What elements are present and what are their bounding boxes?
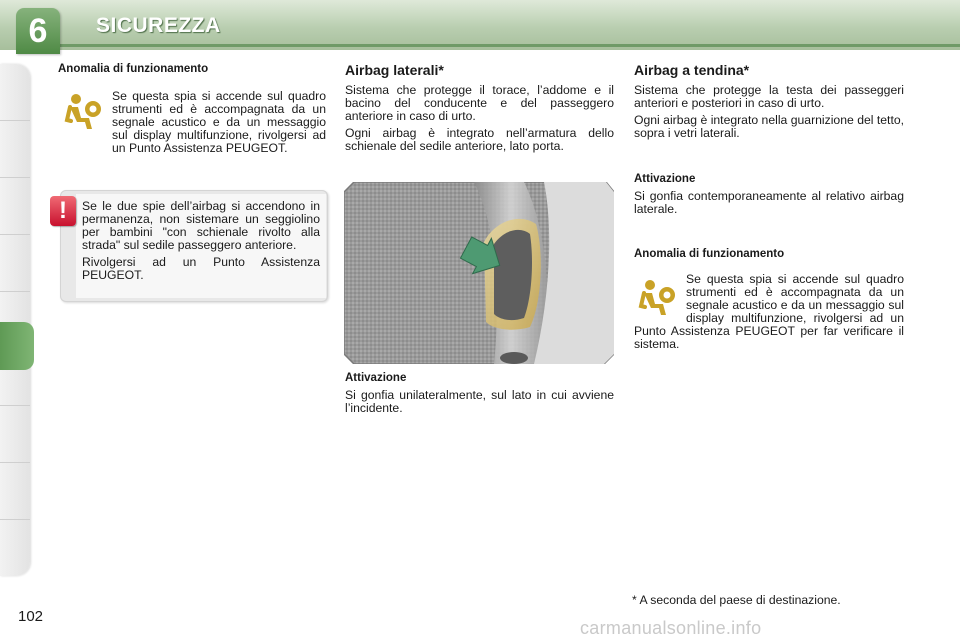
side-airbag-activation-paragraph: Si gonfia unilateralmente, sul lato in cui avviene l’incidente. bbox=[345, 388, 614, 415]
warning-paragraph-2: Rivolgersi ad un Punto Assistenza PEUGEOT. bbox=[82, 255, 320, 282]
airbag-warning-icon bbox=[62, 90, 106, 134]
thumb-divider bbox=[0, 234, 30, 235]
thumb-index bbox=[0, 64, 30, 576]
curtain-airbag-text bbox=[634, 84, 904, 144]
thumb-divider bbox=[0, 519, 30, 520]
curtain-airbag-paragraph-2: Ogni airbag è integrato nella guarnizione del tetto, sopra i vetri laterali. bbox=[634, 113, 904, 140]
thumb-divider bbox=[0, 462, 30, 463]
side-airbag-activation-text bbox=[345, 389, 614, 419]
page-title: SICUREZZA bbox=[96, 14, 221, 37]
exclamation-icon: ! bbox=[50, 196, 76, 226]
curtain-airbag-paragraph-1: Sistema che protegge la testa dei passeggeri anteriori e posteriori in caso di urto. bbox=[634, 83, 904, 110]
curtain-airbag-activation-paragraph: Si gonfia contemporaneamente al relativo airbag laterale. bbox=[634, 189, 904, 216]
side-airbag-text bbox=[345, 84, 614, 157]
footnote: * A seconda del paese di destinazione. bbox=[632, 593, 841, 607]
side-airbag-activation-heading: Attivazione bbox=[345, 372, 407, 384]
warning-paragraph-1: Se le due spie dell’airbag si accendono in permanenza, non sistemare un seggiolino per bambini "con schienale rivolto alla strada" sul sedile passeggero anteriore. bbox=[82, 199, 320, 252]
thumb-divider bbox=[0, 120, 30, 121]
chapter-number-tab: 6 bbox=[16, 8, 60, 54]
side-airbag-paragraph-2: Ogni airbag è integrato nell’armatura dello schienale del sedile anteriore, lato porta. bbox=[345, 126, 614, 153]
page-number: 102 bbox=[18, 608, 44, 625]
thumb-divider bbox=[0, 291, 30, 292]
thumb-divider bbox=[0, 405, 30, 406]
side-airbag-title: Airbag laterali* bbox=[345, 62, 444, 78]
side-airbag-paragraph-1: Sistema che protegge il torace, l’addome e il bacino del conducente e del passeggero anteriore in caso di urto. bbox=[345, 83, 614, 123]
curtain-airbag-title: Airbag a tendina* bbox=[634, 62, 750, 78]
curtain-airbag-activation-heading: Attivazione bbox=[634, 173, 696, 185]
left-anomaly-paragraph: Se questa spia si accende sul quadro strumenti ed è accompagnata da un segnale acustico e da un messaggio sul display multifunzione, rivolgersi ad un Punto Assistenza PEUGEOT. bbox=[112, 89, 326, 155]
curtain-airbag-anomaly-paragraph: Se questa spia si accende sul quadro strumenti ed è accompagnata da un segnale acustico e da un messaggio sul display multifunzione, rivolgersi ad un Punto Assistenza PEUGEOT per far verificare il sistema. bbox=[634, 272, 904, 351]
icon-float-spacer bbox=[634, 273, 686, 325]
thumb-divider bbox=[0, 177, 30, 178]
seat-side-airbag-illustration bbox=[344, 182, 614, 364]
left-anomaly-heading: Anomalia di funzionamento bbox=[58, 63, 209, 75]
watermark: carmanualsonline.info bbox=[580, 618, 762, 638]
header-rule bbox=[60, 44, 960, 47]
curtain-airbag-anomaly-text bbox=[634, 273, 904, 355]
thumb-index-active-chapter[interactable] bbox=[0, 322, 34, 370]
left-anomaly-text bbox=[112, 90, 326, 159]
curtain-airbag-activation-text bbox=[634, 190, 904, 220]
warning-text bbox=[82, 200, 320, 286]
curtain-airbag-anomaly-heading: Anomalia di funzionamento bbox=[634, 248, 785, 260]
